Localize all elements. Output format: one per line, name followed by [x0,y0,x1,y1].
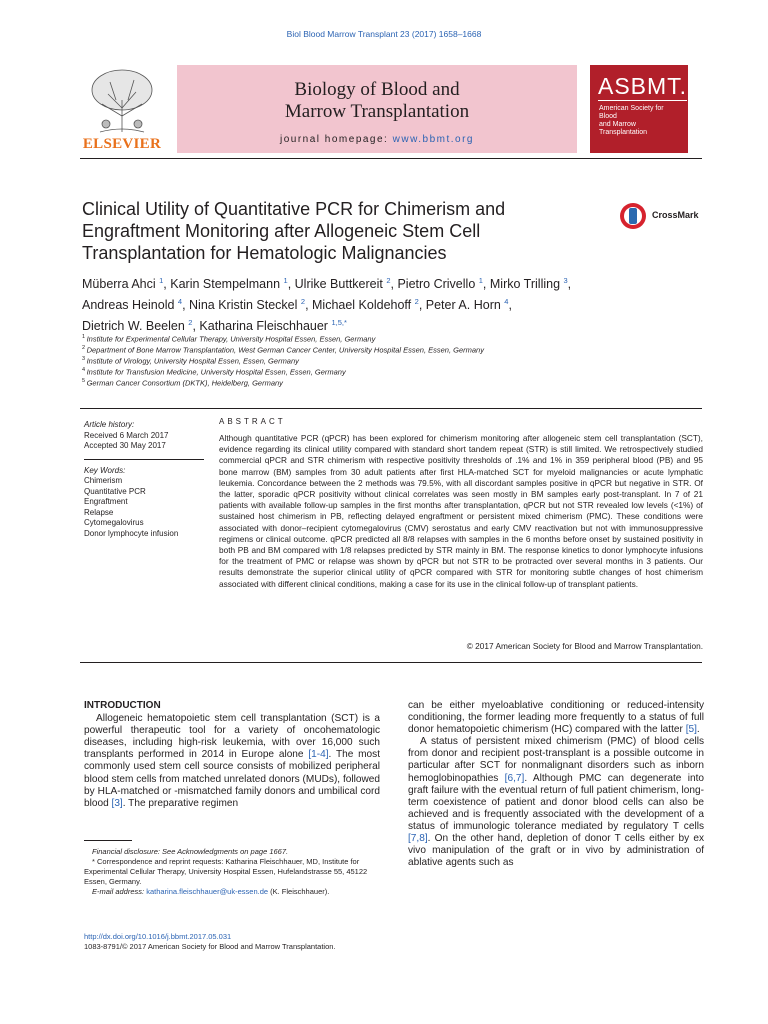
author-affiliation-marker[interactable]: 1,5,* [331,318,347,328]
asbmt-sub-line1: American Society for Blood [599,105,664,120]
homepage-label: journal homepage: [280,134,393,145]
keyword: Cytomegalovirus [84,518,144,527]
header-divider [80,158,702,159]
footnote-divider [84,840,132,841]
author-name[interactable]: Müberra Ahci [82,277,160,292]
affiliation-item [82,377,682,388]
email-suffix: (K. Fleischhauer). [268,887,330,896]
intro-p1-text-b: . The most commonly used stem cell source consists of mobilized peripheral blood stem cells from matched unrelated donors (MUDs), followed by HLA-matched or -mismatched family donors and umbilical cord blood [84,749,381,809]
affiliation-text: German Cancer Consortium (DKTK), Heidelberg, Germany [86,378,283,388]
asbmt-subtitle [599,105,683,137]
title-line1: Clinical Utility of Quantitative PCR for Chimerism and [82,199,506,219]
author-name[interactable]: Karin Stempelmann [170,277,284,292]
keyword: Donor lymphocyte infusion [84,528,179,538]
abstract-body: Although quantitative PCR (qPCR) has been explored for chimerism monitoring after allogeneic stem cell transplantation (SCT), evidence regarding its clinical utility compared with standard short tandem repeat (STR) is still limited. We retrospectively studied commercial qPCR and STR chimerism with respective positivity thresholds of .1% and 1% in 359 peripheral blood (PB) and 95 bone marrow (BM) samples from 30 adult patients after first HLA-matched SCT for myeloid malignancies or acute lymphatic leukemia. Concordance between the 2 methods was 79.5%, with all discordant samples positive in qPCR but negative in STR. Of the latter, sporadic qPCR positivity without clinical correlates was seen mostly in BM samples early post-transplant. In 7 of 21 patients with available follow-up samples in the first months after transplantation, qPCR but not STR revealed low levels (<1%) of sustained host chimerism in PB, reflecting delayed engraftment or persistent mixed chimerism (PMC). These conditions were associated with donor–recipient cytomegalovirus (CMV) serostatus and early CMV reactivation but not with immunosuppressive regimens or clinical outcome. qPCR predicted all 8/8 relapses with samples in the 6 months before onset by sustained positivity in both PB and BM compared with 1/8 relapses predicted by STR mainly in BM. The response kinetics to donor lymphocyte infusions for the treatment of PMC or relapse was shown by qPCR but not STR to be protracted over several months in 3 patients. Our results demonstrate the superior clinical utility of qPCR compared with STR for monitoring subtle changes of host chimerism associated with different clinical conditions, making a case for its use in the clinical follow-up of transplant patients. [219,433,703,589]
author-affiliation-marker[interactable]: 4 [504,297,509,307]
journal-title-line2: Marrow Transplantation [284,101,470,122]
affiliation-list [82,333,682,388]
intro-r1-text-a: can be either myeloablative conditioning or reduced-intensity conditioning, the former leading more frequently to a status of full donor hematopoietic chimerism (HC) compared with the latter [408,700,704,736]
author-name[interactable]: Pietro Crivello [397,277,479,292]
article-footer [84,932,484,952]
email-link[interactable]: katharina.fleischhauer@uk-essen.de [146,887,269,896]
affiliation-item [82,333,682,344]
introduction-heading: INTRODUCTION [84,700,161,711]
affiliation-text: Institute for Experimental Cellular Therapy, University Hospital Essen, Essen, Germany [86,334,376,344]
author-affiliation-marker[interactable]: 1 [283,276,288,285]
asbmt-logo: ASBMT. [598,73,688,99]
author-affiliation-marker[interactable]: 4 [177,297,183,307]
author-affiliation-marker[interactable]: 2 [386,276,391,285]
abstract-bottom-divider [80,662,702,663]
issn-copyright: 1083-8791/© 2017 American Society for Blood and Marrow Transplantation. [84,942,336,951]
abstract-heading: ABSTRACT [219,417,286,426]
author-affiliation-marker[interactable]: 1 [478,276,483,285]
affiliation-item [82,366,682,377]
intro-paragraph-3 [408,736,704,869]
affiliation-marker: 1 [82,334,87,340]
intro-r2-text-a: A status of persistent mixed chimerism (PMC) of blood cells from donor and recipient post-transplant is a possible outcome in particular after SCT for nonmalignant disorders such as inborn hemoglobinopathies [408,736,704,784]
doi-link[interactable]: http://dx.doi.org/10.1016/j.bbmt.2017.05.031 [84,932,232,941]
author-affiliation-marker[interactable]: 2 [300,297,306,307]
author-affiliation-marker[interactable]: 2 [414,297,419,307]
intro-paragraph-2 [408,700,704,736]
intro-paragraph-1 [84,713,380,810]
intro-r2-text-c: . On the other hand, depletion of donor T cells either by ex vivo manipulation of the graft or in vivo by administration of ablative agents such as [408,833,704,869]
reference-link[interactable]: [3] [111,797,123,809]
author-name[interactable]: Peter A. Horn [425,298,505,313]
author-name[interactable]: Dietrich W. Beelen [82,319,189,334]
financial-disclosure: Financial disclosure: See Acknowledgments on page 1667. [92,847,289,856]
elsevier-wordmark[interactable]: ELSEVIER [82,136,162,152]
intro-p1-text-a: Allogeneic hematopoietic stem cell transplantation (SCT) is a powerful therapeutic tool for a variety of oncohematologic diseases, including high-risk leukemia, with over 16,000 such transplants performed in 2014 in Europe alone [84,713,380,761]
homepage-link[interactable]: www.bbmt.org [392,134,474,145]
reference-link[interactable]: [7,8] [408,833,428,845]
crossmark-badge[interactable] [618,201,704,231]
intro-r2-text-b: . Although PMC can degenerate into graft failure with the eventual return of full patient chimerism, long-term coexistence of patient and donor blood cells can also be achieved and is frequently associated with the development of a status of immunologic tolerance mediated by regulatory T cells [408,772,705,832]
received-date: Received 6 March 2017 [84,430,169,440]
author-name[interactable]: Ulrike Buttkereit [294,277,387,292]
affiliation-marker: 4 [82,367,87,373]
keyword: Chimerism [84,476,123,485]
keywords-label: Key Words: [84,465,126,475]
crossmark-label: CrossMark [652,210,699,220]
affiliation-marker: 2 [82,345,87,351]
article-info [84,420,209,539]
correspondence-note: * Correspondence and reprint requests: Katharina Fleischhauer, MD, Institute for Experimental Cellular Therapy, University Hospital Essen, Hufelandstrasse 55, 45122 Essen, Germany. [84,857,368,886]
author-name[interactable]: Andreas Heinold [82,298,178,313]
article-title [82,198,562,264]
author-list: Müberra Ahci $^1$, Karin Stempelmann $^1$, Ulrike Buttkereit $^2$, Pietro Crivello $^1$, Mirko Trilling $^3$, Andreas Heinold $^4$, Nina Kristin Steckel $^2$, Michael Koldehoff $^2$, Peter A. Horn $^4$, Dietrich W. Beelen $^2$, Katharina Fleischhauer $^{1,5,*}$ [82,276,572,334]
reference-link[interactable]: [1-4] [308,749,329,761]
author-affiliation-marker[interactable]: 3 [563,276,568,285]
affiliation-text: Institute for Transfusion Medicine, University Hospital Essen, Essen, Germany [86,367,346,377]
abstract-copyright: © 2017 American Society for Blood and Marrow Transplantation. [466,641,703,651]
author-name[interactable]: Katharina Fleischhauer [199,319,332,334]
journal-homepage [177,134,577,145]
intro-p1-text-c: . The preparative regimen [122,797,239,809]
title-line3: Transplantation for Hematologic Malignancies [82,243,447,263]
journal-title [177,79,577,123]
title-line2: Engraftment Monitoring after Allogeneic Stem Cell [82,221,481,241]
email-label: E-mail address: [92,887,147,896]
author-name[interactable]: Mirko Trilling [489,277,564,292]
reference-link[interactable]: [5] [685,724,697,736]
author-name[interactable]: Nina Kristin Steckel [189,298,301,313]
crossmark-icon [618,201,648,231]
affiliation-text: Department of Bone Marrow Transplantation, West German Cancer Center, University Hospital Essen, Essen, Germany [86,345,484,355]
keyword: Quantitative PCR [84,486,146,496]
affiliation-marker: 3 [82,356,87,362]
asbmt-sub-line2: and Marrow Transplantation [599,121,647,136]
journal-header-band [177,65,577,153]
keyword: Engraftment [84,497,128,506]
info-divider [84,459,204,460]
journal-citation[interactable]: Biol Blood Marrow Transplant 23 (2017) 1658–1668 [286,29,482,39]
affiliation-marker: 5 [82,378,87,384]
intro-r1-text-b: . [696,724,700,736]
keyword: Relapse [84,507,114,517]
footnotes [84,847,380,897]
body-column-right [408,700,704,869]
author-affiliation-marker[interactable]: 2 [188,318,193,328]
author-name[interactable]: Michael Koldehoff [312,298,415,313]
reference-link[interactable]: [6,7] [504,772,525,784]
abstract-top-divider [80,408,702,409]
journal-title-line1: Biology of Blood and [294,79,460,100]
affiliation-item [82,344,682,355]
body-column-left [84,700,380,810]
asbmt-logo-box[interactable] [590,65,688,153]
accepted-date: Accepted 30 May 2017 [84,441,166,450]
history-label: Article history: [84,420,135,429]
keyword-list [84,476,209,539]
author-affiliation-marker[interactable]: 1 [159,276,164,285]
affiliation-text: Institute of Virology, University Hospital Essen, Essen, Germany [86,356,299,366]
affiliation-item [82,355,682,366]
